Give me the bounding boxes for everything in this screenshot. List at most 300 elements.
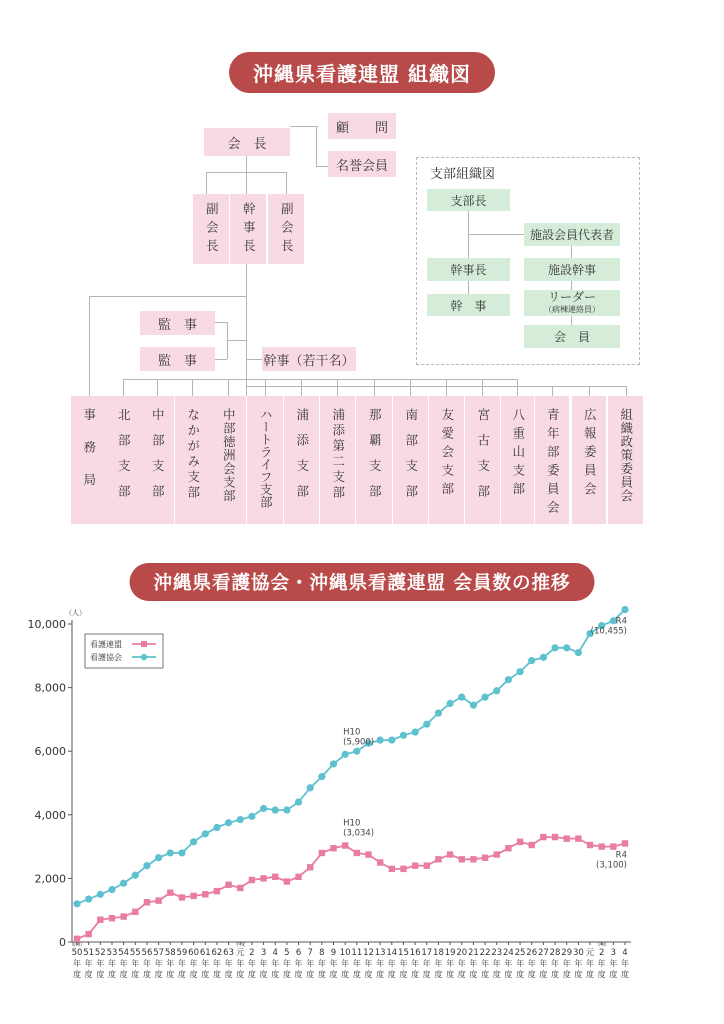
data-point (249, 877, 255, 883)
x-tick-label: 15 (398, 948, 409, 958)
x-tick-suffix: 年 (352, 959, 361, 968)
data-point (167, 890, 173, 896)
branch-label: 八重山支部 (510, 408, 526, 501)
data-point (412, 862, 418, 868)
data-point (447, 700, 454, 707)
data-point (354, 850, 360, 856)
x-tick-suffix: 度 (376, 970, 385, 979)
data-point (610, 843, 616, 849)
x-tick-label: 11 (351, 948, 363, 958)
x-tick-label: 4 (622, 948, 628, 958)
x-tick-suffix: 度 (539, 970, 548, 979)
data-point (587, 842, 593, 848)
data-point (318, 773, 325, 780)
x-tick-label: 57 (153, 948, 165, 958)
x-tick-label: 2 (598, 948, 605, 958)
x-tick-label: 12 (363, 948, 374, 958)
data-point (540, 654, 547, 661)
secretary-general-label: 幹事長 (241, 202, 257, 258)
x-tick-suffix: 度 (597, 970, 606, 979)
data-point (214, 888, 220, 894)
x-tick-label: 25 (514, 948, 526, 958)
data-point (621, 606, 628, 613)
data-point (284, 878, 290, 884)
data-point (202, 830, 209, 837)
x-tick-label: 18 (433, 948, 444, 958)
x-tick-suffix: 年 (341, 959, 350, 968)
x-tick-suffix: 度 (131, 970, 140, 979)
y-tick-label: 6,000 (34, 745, 66, 759)
annotation-label: R4 (615, 616, 627, 627)
x-tick-suffix: 年 (259, 959, 268, 968)
x-tick-suffix: 度 (236, 970, 245, 979)
x-tick-suffix: 度 (551, 970, 560, 979)
x-tick-suffix: 度 (177, 970, 186, 979)
x-tick-suffix: 度 (96, 970, 105, 979)
leader-note: （病棟連絡員） (544, 305, 600, 314)
data-point (353, 748, 360, 755)
x-tick-suffix: 度 (259, 970, 268, 979)
x-tick-label: 51 (83, 948, 95, 958)
branch-box (71, 396, 106, 524)
x-tick-suffix: 年 (621, 959, 629, 968)
committee-box (572, 396, 606, 524)
branch-box (284, 396, 319, 524)
branch-box (210, 396, 246, 524)
x-tick-suffix: 度 (516, 970, 525, 979)
x-tick-suffix: 度 (586, 970, 595, 979)
branch-box (175, 396, 210, 524)
data-point (458, 694, 465, 701)
x-tick-label: 9 (330, 948, 337, 958)
x-tick-suffix: 年 (73, 959, 81, 968)
data-point (237, 885, 243, 891)
data-point (424, 862, 430, 868)
legend-label: 看護協会 (90, 653, 122, 662)
data-point (481, 694, 488, 701)
committee-label: 青年部委員会 (545, 408, 561, 519)
x-tick-suffix: 度 (224, 970, 233, 979)
x-tick-label: 元 (235, 948, 245, 958)
secretary-box (427, 294, 510, 316)
secretary-head-label: 幹事長 (450, 263, 487, 277)
data-point (155, 854, 162, 861)
data-point (307, 864, 313, 870)
x-tick-suffix: 年 (539, 959, 548, 968)
x-tick-suffix: 度 (306, 970, 315, 979)
data-point (248, 813, 255, 820)
x-tick-label: 54 (118, 948, 130, 958)
branch-label: 中部支部 (150, 408, 166, 510)
data-point (493, 687, 500, 694)
x-tick-suffix: 年 (96, 959, 105, 968)
data-point (459, 856, 465, 862)
x-tick-suffix: 度 (154, 970, 163, 979)
facility-secretary-label: 施設幹事 (547, 263, 596, 277)
x-tick-label: 20 (456, 948, 468, 958)
data-point (144, 899, 150, 905)
data-point (213, 824, 220, 831)
x-tick-suffix: 度 (574, 970, 583, 979)
data-point (120, 880, 127, 887)
data-point (516, 668, 523, 675)
x-tick-label: 63 (223, 948, 234, 958)
data-point (167, 849, 174, 856)
data-point (225, 819, 232, 826)
x-tick-label: 6 (295, 948, 302, 958)
annotation-value: (3,100) (596, 860, 627, 871)
x-tick-label: 3 (260, 948, 267, 958)
data-point (319, 850, 325, 856)
x-tick-suffix: 年 (586, 959, 595, 968)
x-tick-suffix: 度 (271, 970, 280, 979)
x-tick-suffix: 年 (294, 959, 303, 968)
era-label: 昭和 (71, 942, 83, 948)
x-tick-label: 16 (409, 948, 421, 958)
x-tick-suffix: 年 (387, 959, 396, 968)
data-point (598, 843, 604, 849)
legend-marker (141, 654, 147, 660)
x-tick-label: 50 (71, 948, 83, 958)
annotation-label: H10 (343, 818, 361, 829)
x-tick-label: 28 (549, 948, 561, 958)
branch-label: 中部徳洲会支部 (221, 408, 237, 503)
membership-line-chart (0, 600, 724, 1024)
y-tick-label: 2,000 (34, 872, 66, 886)
x-tick-label: 59 (176, 948, 188, 958)
x-tick-suffix: 年 (282, 959, 291, 968)
series-line-renmei (77, 837, 625, 939)
x-tick-label: 14 (386, 948, 398, 958)
x-tick-suffix: 年 (376, 959, 385, 968)
branch-label: ハートライフ支部 (258, 408, 274, 508)
branch-label: 南部支部 (403, 408, 419, 510)
x-tick-label: 10 (339, 948, 351, 958)
x-tick-suffix: 年 (271, 959, 280, 968)
branch-label: 北部支部 (116, 408, 132, 510)
x-tick-label: 29 (561, 948, 573, 958)
committee-box (535, 396, 569, 524)
data-point (190, 838, 197, 845)
committee-label: 広報委員会 (582, 408, 598, 501)
data-point (528, 657, 535, 664)
data-point (552, 834, 558, 840)
facility-secretary-box (524, 258, 620, 281)
x-tick-suffix: 度 (341, 970, 350, 979)
data-point (85, 895, 92, 902)
data-point (400, 866, 406, 872)
x-tick-suffix: 度 (469, 970, 478, 979)
org-chart-title: 沖縄県看護連盟 組織図 (229, 52, 495, 93)
data-point (109, 915, 115, 921)
data-point (97, 917, 103, 923)
x-tick-label: 26 (526, 948, 538, 958)
annotation-value: (3,034) (343, 828, 375, 839)
x-tick-label: 17 (421, 948, 433, 958)
x-tick-suffix: 度 (527, 970, 536, 979)
x-tick-suffix: 年 (504, 959, 513, 968)
data-point (365, 851, 371, 857)
branch-org-title: 支部組織図 (430, 167, 496, 182)
data-point (178, 849, 185, 856)
x-tick-label: 22 (479, 948, 491, 958)
x-tick-suffix: 度 (562, 970, 571, 979)
x-tick-suffix: 度 (387, 970, 396, 979)
x-tick-label: 30 (572, 948, 584, 958)
x-tick-label: 53 (106, 948, 118, 958)
data-point (412, 729, 419, 736)
data-point (73, 900, 80, 907)
x-tick-suffix: 度 (457, 970, 466, 979)
x-tick-suffix: 年 (492, 959, 501, 968)
data-point (342, 751, 349, 758)
annotation-value: (5,900) (343, 737, 375, 748)
vice-president-right-label: 副会長 (279, 202, 295, 258)
data-point (260, 805, 267, 812)
data-point (564, 835, 570, 841)
president-box: 会 長 (204, 128, 290, 156)
branch-label: 浦添第二支部 (330, 408, 346, 501)
x-tick-suffix: 度 (84, 970, 93, 979)
data-point (85, 931, 91, 937)
auditor-box: 監 事 (140, 311, 215, 335)
facility-rep-label: 施設会員代表者 (529, 228, 614, 242)
x-tick-label: 61 (199, 948, 211, 958)
branch-label: なかがみ支部 (185, 408, 201, 501)
branch-label: 那覇支部 (367, 408, 383, 510)
x-tick-suffix: 年 (236, 959, 245, 968)
secretary-head-box (427, 258, 510, 281)
data-point (447, 851, 453, 857)
data-point (551, 644, 558, 651)
x-tick-label: 3 (610, 948, 617, 958)
data-point (540, 834, 546, 840)
member-box (524, 325, 620, 348)
branch-label: 浦添支部 (294, 408, 310, 510)
data-point (179, 894, 185, 900)
branch-label: 友愛会支部 (439, 408, 455, 501)
data-point (377, 736, 384, 743)
x-tick-suffix: 年 (166, 959, 175, 968)
x-tick-label: 24 (502, 948, 514, 958)
annotation-label: R4 (615, 850, 627, 861)
x-tick-suffix: 度 (352, 970, 361, 979)
honorary-member-box: 名誉会員 (328, 151, 396, 177)
x-tick-suffix: 年 (142, 959, 151, 968)
data-point (283, 806, 290, 813)
x-tick-suffix: 度 (317, 970, 326, 979)
data-point (505, 845, 511, 851)
x-tick-label: 55 (129, 948, 141, 958)
x-tick-suffix: 度 (504, 970, 513, 979)
x-tick-suffix: 年 (434, 959, 443, 968)
x-tick-suffix: 年 (317, 959, 326, 968)
data-point (575, 835, 581, 841)
x-tick-suffix: 年 (446, 959, 455, 968)
x-tick-suffix: 度 (329, 970, 338, 979)
x-tick-suffix: 度 (422, 970, 431, 979)
x-tick-suffix: 年 (189, 959, 198, 968)
x-tick-suffix: 年 (457, 959, 466, 968)
x-tick-suffix: 年 (306, 959, 315, 968)
x-tick-suffix: 度 (609, 970, 618, 979)
data-point (272, 806, 279, 813)
committee-label: 組織政策委員会 (618, 408, 634, 503)
x-tick-suffix: 年 (562, 959, 571, 968)
x-tick-suffix: 年 (224, 959, 233, 968)
x-tick-suffix: 年 (212, 959, 221, 968)
annotation-label: H10 (343, 727, 361, 738)
branch-label: 事務局 (81, 408, 97, 506)
vice-president-right-box (268, 194, 304, 264)
x-tick-label: 58 (164, 948, 176, 958)
x-tick-label: 4 (272, 948, 278, 958)
x-tick-suffix: 年 (107, 959, 116, 968)
x-tick-label: 52 (94, 948, 106, 958)
x-tick-suffix: 年 (422, 959, 431, 968)
x-tick-suffix: 度 (247, 970, 256, 979)
x-tick-suffix: 度 (481, 970, 490, 979)
data-point (575, 649, 582, 656)
data-point (470, 856, 476, 862)
secretaries-box: 幹事（若干名） (262, 347, 356, 371)
x-tick-label: 60 (188, 948, 200, 958)
x-tick-label: 13 (374, 948, 386, 958)
x-tick-label: 23 (491, 948, 503, 958)
data-point (155, 897, 161, 903)
x-tick-suffix: 度 (446, 970, 455, 979)
legend-label: 看護連盟 (90, 640, 122, 649)
x-tick-label: 27 (537, 948, 549, 958)
data-point (74, 936, 80, 942)
x-tick-suffix: 度 (142, 970, 151, 979)
x-tick-label: 56 (141, 948, 153, 958)
y-tick-label: 8,000 (34, 681, 66, 695)
branch-head-box (427, 189, 510, 211)
branch-box (247, 396, 283, 524)
branch-box (429, 396, 464, 524)
x-tick-suffix: 年 (247, 959, 256, 968)
secretary-general-box (230, 194, 266, 264)
data-point (295, 798, 302, 805)
x-tick-suffix: 年 (481, 959, 490, 968)
era-label: 令和 (596, 942, 607, 948)
leader-box (524, 290, 620, 316)
y-tick-label: 4,000 (34, 808, 66, 822)
branch-box (465, 396, 500, 524)
x-tick-suffix: 度 (492, 970, 501, 979)
data-point (389, 866, 395, 872)
x-tick-suffix: 度 (119, 970, 128, 979)
x-tick-label: 元 (585, 948, 595, 958)
x-tick-suffix: 年 (84, 959, 93, 968)
data-point (143, 862, 150, 869)
data-point (435, 856, 441, 862)
data-point (190, 893, 196, 899)
advisor-box: 顧 問 (328, 113, 396, 139)
data-point (388, 736, 395, 743)
data-point (132, 872, 139, 879)
y-tick-label: 0 (59, 936, 66, 949)
data-point (517, 839, 523, 845)
data-point (132, 909, 138, 915)
branch-box (320, 396, 355, 524)
data-point (225, 882, 231, 888)
data-point (377, 859, 383, 865)
x-tick-suffix: 度 (166, 970, 175, 979)
data-point (423, 721, 430, 728)
x-tick-suffix: 度 (621, 970, 629, 979)
data-point (482, 855, 488, 861)
x-tick-suffix: 度 (364, 970, 373, 979)
x-tick-label: 21 (468, 948, 479, 958)
x-tick-suffix: 年 (527, 959, 536, 968)
branch-box (501, 396, 534, 524)
branch-head-label: 支部長 (450, 193, 487, 208)
y-tick-label: 10,000 (27, 618, 66, 631)
data-point (97, 891, 104, 898)
x-tick-suffix: 年 (399, 959, 408, 968)
x-tick-suffix: 年 (516, 959, 525, 968)
leader-label: リーダー (547, 290, 596, 304)
data-point (435, 709, 442, 716)
branch-box (393, 396, 428, 524)
x-tick-suffix: 度 (282, 970, 291, 979)
data-point (108, 886, 115, 893)
committee-box (608, 396, 643, 524)
x-tick-label: 19 (444, 948, 456, 958)
x-tick-suffix: 年 (411, 959, 420, 968)
x-tick-suffix: 年 (469, 959, 478, 968)
x-tick-suffix: 年 (574, 959, 583, 968)
x-tick-suffix: 度 (294, 970, 303, 979)
legend-marker (141, 641, 147, 647)
secretary-label: 幹 事 (450, 298, 487, 313)
x-tick-suffix: 年 (551, 959, 560, 968)
x-tick-suffix: 度 (73, 970, 81, 979)
x-tick-suffix: 年 (329, 959, 338, 968)
data-point (529, 842, 535, 848)
data-point (342, 842, 348, 848)
x-tick-label: 62 (211, 948, 223, 958)
x-tick-suffix: 度 (399, 970, 408, 979)
data-point (307, 784, 314, 791)
data-point (295, 874, 301, 880)
x-tick-suffix: 年 (154, 959, 163, 968)
branch-box (140, 396, 174, 524)
vice-president-left-label: 副会長 (204, 202, 220, 258)
data-point (622, 840, 628, 846)
x-tick-suffix: 度 (189, 970, 198, 979)
data-point (505, 676, 512, 683)
x-tick-suffix: 年 (364, 959, 373, 968)
member-label: 会 員 (553, 330, 590, 344)
facility-rep-box (524, 223, 620, 246)
branch-box (106, 396, 140, 524)
y-unit-label: （人） (65, 609, 86, 617)
data-point (494, 851, 500, 857)
x-tick-label: 8 (319, 948, 325, 958)
x-tick-suffix: 年 (131, 959, 140, 968)
data-point (470, 701, 477, 708)
x-tick-suffix: 度 (212, 970, 221, 979)
x-tick-suffix: 年 (201, 959, 210, 968)
x-tick-suffix: 度 (107, 970, 116, 979)
x-tick-label: 5 (284, 948, 290, 958)
auditor-box: 監 事 (140, 347, 215, 371)
x-tick-suffix: 度 (201, 970, 210, 979)
chart-title: 沖縄県看護協会・沖縄県看護連盟 会員数の推移 (130, 563, 595, 601)
